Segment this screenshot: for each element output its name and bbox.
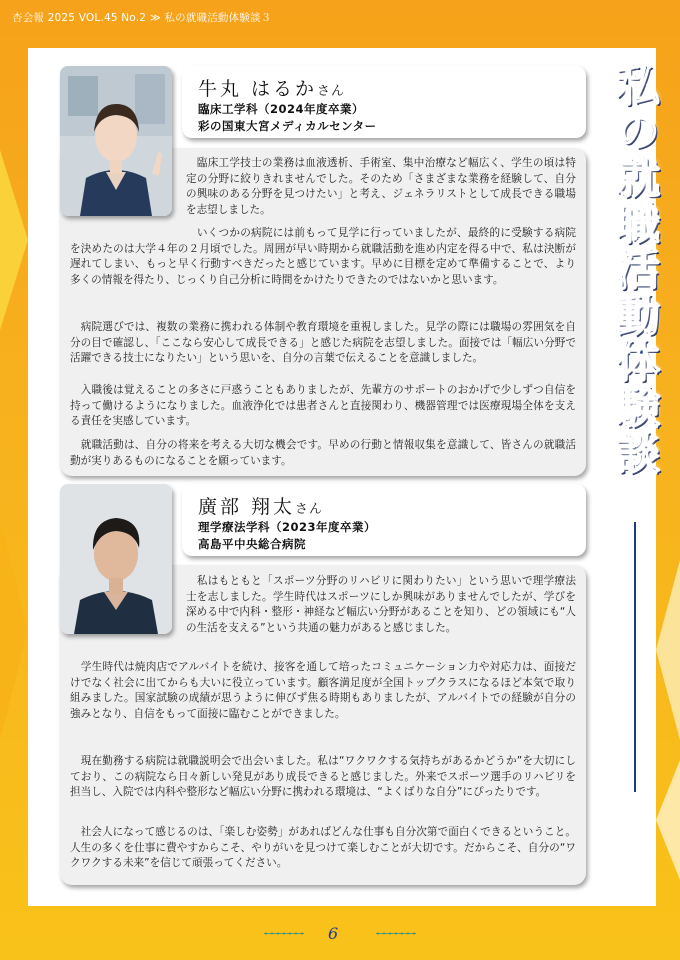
bg-triangle [656,760,680,880]
body-paragraph: 私はもともと「スポーツ分野のリハビリに関わりたい」という思いで理学療法士を志しました。学生時代はスポーツにしか興味がありませんでしたが、学びを深める中で内科・整形・神経など幅広い分野があることを知り、どの領域にも“人の生活を支える”という共通の魅力があると感じました。 [186,575,576,634]
name-text-2: 廣部 翔太 [198,496,296,518]
employer-1: 彩の国東大宮メディカルセンター [198,119,377,133]
person-name-2 [198,492,323,519]
department-1: 臨床工学科（2024年度卒業） [198,102,365,116]
body-paragraph: 社会人になって感じるのは、「楽しむ姿勢」があればどんな仕事も自分次第で面白くできるということ。人生の多くを仕事に費やすからこそ、やりがいを見つけて楽しむことが大切です。だからこそ、自分の“ワクワクする未来”を信じて頑張ってください。 [70,826,576,870]
body-paragraph: 現在勤務する病院は就職説明会で出会いました。私は“ワクワクする気持ちがあるかどうか”を大切にしており、この病院なら日々新しい発見があり成長できると感じました。外来でスポーツ選手のリハビリを担当し、入院では内科や整形など幅広い分野に携われる環境は、“よくばりな自分”にぴったりです。 [70,755,576,799]
bg-triangle [0,150,28,330]
footer-ornament-left [244,932,324,935]
issue-header: 杏会報 2025 VOL.45 No.2 ≫ 私の就職活動体験談３ [12,12,272,24]
portrait-man-icon [60,484,172,634]
photo-2 [60,484,172,634]
bg-triangle [0,520,28,740]
body-paragraph: 入職後は覚えることの多さに戸惑うこともありましたが、先輩方のサポートのおかげで少しずつ自信を持って働けるようになりました。血液浄化では患者さんと直接関わり、機器管理では医療現場全体を支える責任を実感しています。 [70,384,576,428]
page-title: 私の就職活動体験談 [608,62,659,476]
portrait-woman-icon [60,66,172,216]
body-paragraph: いくつかの病院には前もって見学に行っていましたが、最終的に受験する病院を決めたのは大学４年の２月頃でした。周囲が早い時期から就職活動を進め内定を得る中で、私は決断が遅れてしまい、もっと早く行動すべきだったと感じています。早めに目標を定めて準備することで、より多くの情報を得たり、じっくり自己分析に時間をかけたりできたのではないかと思います。 [70,227,576,286]
honorific-1: さん [317,84,346,99]
employer-2: 高島平中央総合病院 [198,537,306,551]
body-paragraph: 臨床工学技士の業務は血液透析、手術室、集中治療など幅広く、学生の頃は特定の分野に絞りきれませんでした。そのため「さまざまな業務を経験して、自分の興味のある分野を見つけたい」と考え、ジェネラリストとして成長できる職場を志望しました。 [186,157,576,216]
footer-ornament-right [356,932,436,935]
honorific-2: さん [295,502,324,517]
body-paragraph: 学生時代は焼肉店でアルバイトを続け、接客を通して培ったコミュニケーション力や対応力は、面接だけでなく社会に出てからも大いに役立っています。顧客満足度が全国トップクラスになるほど本気で取り組みました。国家試験の成績が思うように伸びず焦る時期もありましたが、アルバイトでの経験が自分の強みとなり、自信をもって面接に臨むことができました。 [70,661,576,720]
body-paragraph: 就職活動は、自分の将来を考える大切な機会です。早めの行動と情報収集を意識して、皆さんの就職活動が実りあるものになることを願っています。 [70,439,576,467]
body-paragraph: 病院選びでは、複数の業務に携われる体制や教育環境を重視しました。見学の際には職場の雰囲気を自分の目で確認し、「ここなら安心して成長できる」と感じた病院を志望しました。面接では「幅広い分野で活躍できる技士になりたい」という思いを、自分の言葉で伝えることを意識しました。 [70,321,576,365]
person-name-1 [198,74,345,101]
department-2: 理学療法学科（2023年度卒業） [198,520,377,534]
title-rule [634,522,636,792]
photo-1 [60,66,172,216]
bg-triangle [656,560,680,740]
name-text-1: 牛丸 はるか [198,78,318,100]
page-number: 6 [328,924,339,943]
